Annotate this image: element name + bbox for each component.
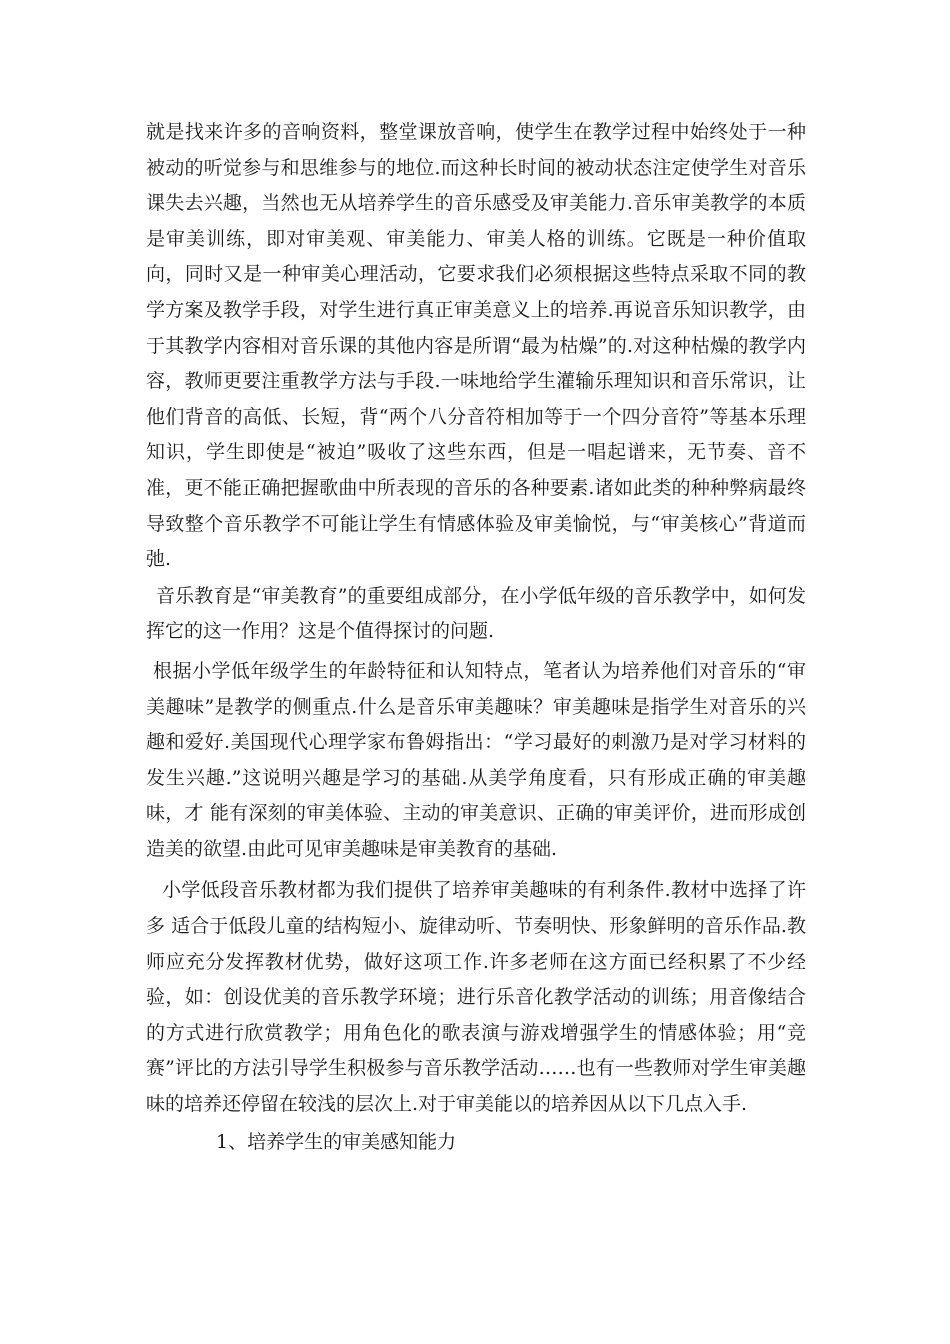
- paragraph-2: 音乐教育是“审美教育”的重要组成部分，在小学低年级的音乐教学中，如何发挥它的这一作用？这是个值得探讨的问题.: [146, 584, 806, 643]
- section-heading: 1、培养学生的审美感知能力: [216, 1130, 457, 1153]
- body-text: [146, 115, 806, 1160]
- paragraph-3: 根据小学低年级学生的年龄特征和认知特点，笔者认为培养他们对音乐的“审美趣味”是教学的侧重点.什么是音乐审美趣味？审美趣味是指学生对音乐的兴趣和爱好.美国现代心理学家布鲁姆指出：“学习最好的刺激乃是对学习材料的发生兴趣.”这说明兴趣是学习的基础.从美学角度看，只有形成正确的审美趣味，才 能有深刻的审美体验、主动的审美意识、正确的审美评价，进而形成创造美的欲望.由此可见审美趣味是审美教育的基础.: [146, 659, 806, 860]
- paragraph-4: 小学低段音乐教材都为我们提供了培养审美趣味的有利条件.教材中选择了许多 适合于低段儿童的结构短小、旋律动听、节奏明快、形象鲜明的音乐作品.教师应充分发挥教材优势，做好这项工作.许多老师在这方面已经积累了不少经验，如：创设优美的音乐教学环境；进行乐音化教学活动的训练；用音像结合的方式进行欣赏教学；用角色化的歌表演与游戏增强学生的情感体验；用“竞赛”评比的方法引导学生积极参与音乐教学活动……也有一些教师对学生审美趣味的培养还停留在较浅的层次上.对于审美能以的培养因从以下几点入手.: [146, 879, 806, 1116]
- paragraph-1: 就是找来许多的音响资料，整堂课放音响，使学生在教学过程中始终处于一种被动的听觉参与和思维参与的地位.而这种长时间的被动状态注定使学生对音乐课失去兴趣，当然也无从培养学生的音乐感受及审美能力.音乐审美教学的本质是审美训练，即对审美观、审美能力、审美人格的训练。它既是一种价值取向，同时又是一种审美心理活动，它要求我们必须根据这些特点采取不同的教学方案及教学手段，对学生进行真正审美意义上的培养.再说音乐知识教学，由于其教学内容相对音乐课的其他内容是所谓“最为枯燥”的.对这种枯燥的教学内容，教师更要注重教学方法与手段.一味地给学生灌输乐理知识和音乐常识，让他们背音的高低、长短，背“两个八分音符相加等于一个四分音符”等基本乐理知识，学生即使是“被迫”吸收了这些东西，但是一唱起谱来，无节奏、音不准，更不能正确把握歌曲中所表现的音乐的各种要素.诸如此类的种种弊病最终导致整个音乐教学不可能让学生有情感体验及审美愉悦，与“审美核心”背道而弛.: [146, 121, 806, 571]
